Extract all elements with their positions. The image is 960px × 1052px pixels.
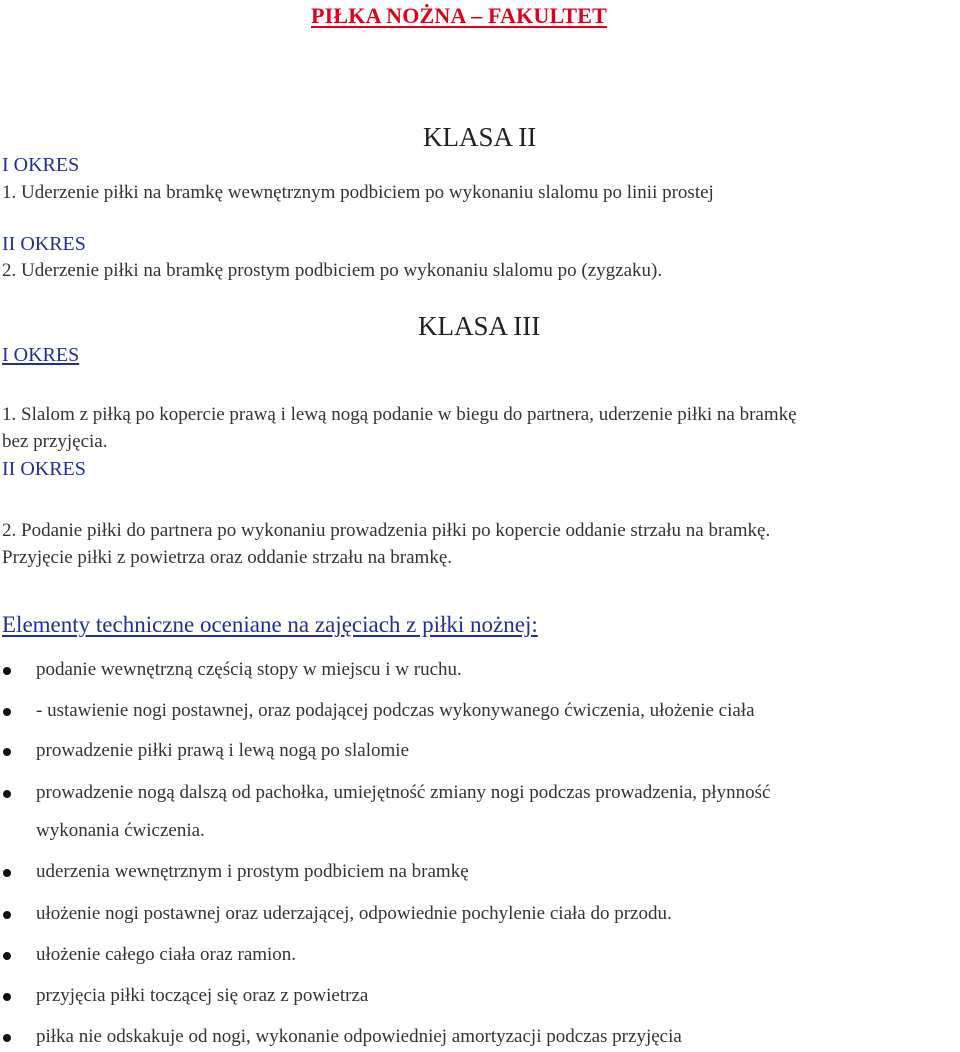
list-item: przyjęcia piłki toczącej się oraz z powietrza	[36, 985, 369, 1006]
document-title: PIŁKA NOŻNA – FAKULTET	[311, 3, 607, 28]
bullet-icon	[3, 993, 11, 1001]
klasa-2-okres-2-label: II OKRES	[2, 233, 86, 255]
bullet-icon	[3, 1034, 11, 1042]
elements-heading: Elementy techniczne oceniane na zajęciach z piłki nożnej:	[2, 612, 538, 637]
klasa-2-okres-1-item: 1. Uderzenie piłki na bramkę wewnętrznym podbiciem po wykonaniu slalomu po linii prostej	[2, 182, 714, 203]
list-item: uderzenia wewnętrznym i prostym podbiciem na bramkę	[36, 861, 469, 882]
bullet-icon	[3, 911, 11, 919]
klasa-2-okres-2-item: 2. Uderzenie piłki na bramkę prostym podbiciem po wykonaniu slalomu po (zygzaku).	[2, 260, 663, 281]
klasa-2-heading: KLASA II	[423, 122, 537, 152]
klasa-2-okres-1-label: I OKRES	[2, 154, 80, 176]
klasa-3-okres-1-label: I OKRES	[2, 344, 80, 366]
list-item: ułożenie nogi postawnej oraz uderzającej, odpowiednie pochylenie ciała do przodu.	[36, 903, 672, 924]
bullet-icon	[3, 869, 11, 877]
list-item-continuation: wykonania ćwiczenia.	[36, 820, 205, 841]
list-item: - ustawienie nogi postawnej, oraz podającej podczas wykonywanego ćwiczenia, ułożenie ciała	[36, 700, 755, 721]
klasa-3-okres-2-item-line2: Przyjęcie piłki z powietrza oraz oddanie strzału na bramkę.	[2, 547, 452, 568]
list-item: ułożenie całego ciała oraz ramion.	[36, 944, 297, 965]
list-item: prowadzenie piłki prawą i lewą nogą po slalomie	[36, 740, 410, 761]
klasa-3-okres-2-label: II OKRES	[2, 458, 86, 480]
klasa-3-heading: KLASA III	[418, 311, 541, 341]
bullet-icon	[3, 708, 11, 716]
klasa-3-okres-2-item-line1: 2. Podanie piłki do partnera po wykonaniu prowadzenia piłki po kopercie oddanie strzału na bramkę.	[2, 520, 771, 541]
bullet-icon	[3, 748, 11, 756]
klasa-3-okres-1-item-line2: bez przyjęcia.	[2, 431, 108, 452]
list-item: prowadzenie nogą dalszą od pachołka, umiejętność zmiany nogi podczas prowadzenia, płynność	[36, 782, 771, 803]
bullet-icon	[3, 952, 11, 960]
list-item: piłka nie odskakuje od nogi, wykonanie odpowiedniej amortyzacji podczas przyjęcia	[36, 1026, 682, 1047]
list-item: podanie wewnętrzną częścią stopy w miejscu i w ruchu.	[36, 659, 462, 680]
bullet-icon	[3, 790, 11, 798]
bullet-icon	[3, 667, 11, 675]
klasa-3-okres-1-item-line1: 1. Slalom z piłką po kopercie prawą i lewą nogą podanie w biegu do partnera, uderzenie piłki na bramkę	[2, 404, 797, 425]
